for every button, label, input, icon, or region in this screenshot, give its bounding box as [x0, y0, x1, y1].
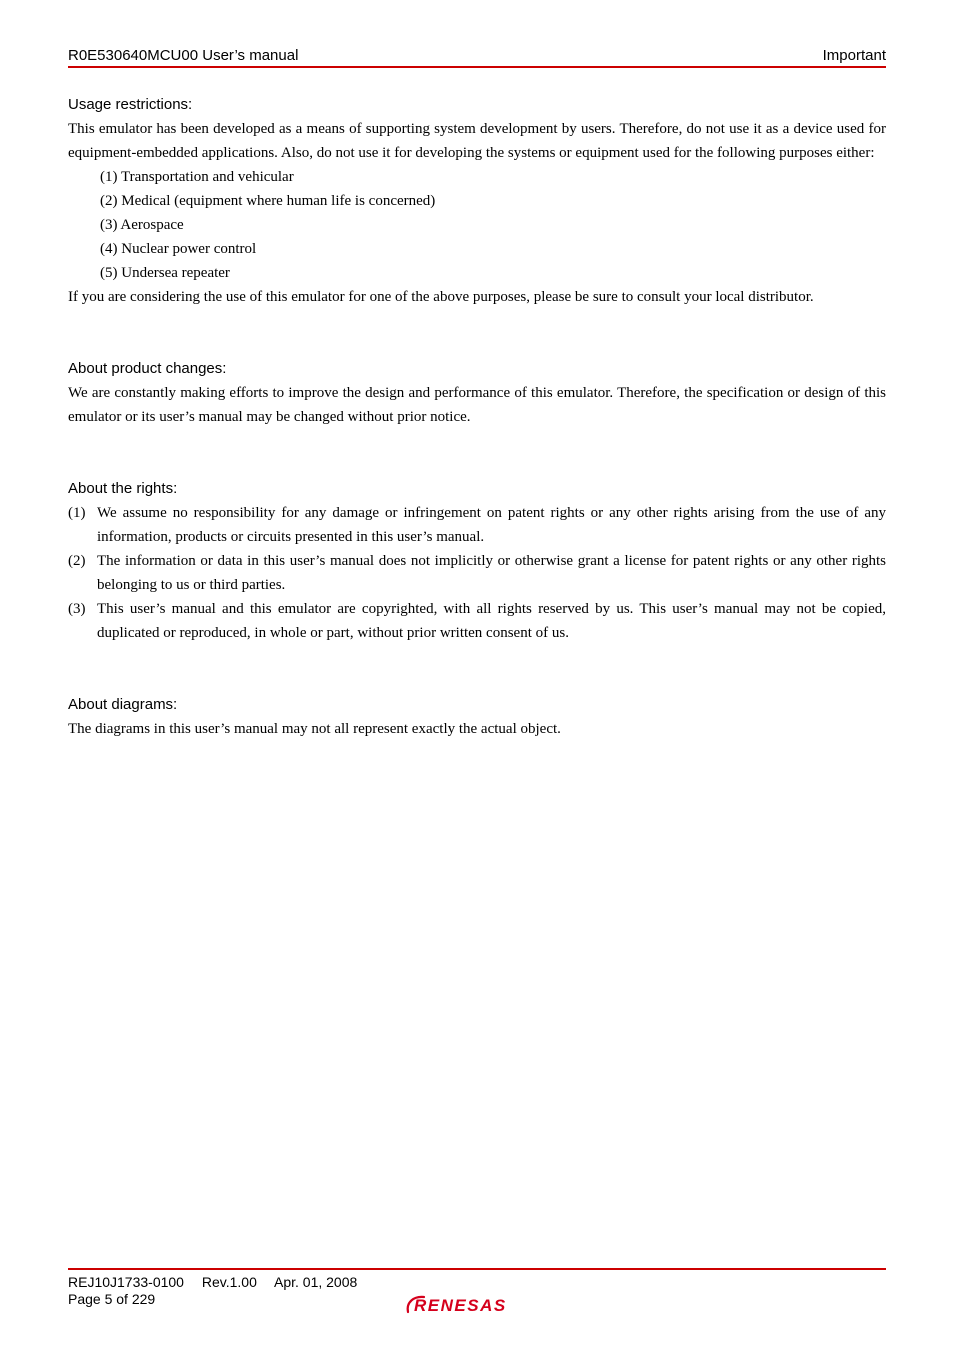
- section-spacer: [68, 645, 886, 693]
- header-section-title: Important: [822, 47, 886, 64]
- page-header: [68, 47, 886, 67]
- list-item: (1) Transportation and vehicular: [100, 169, 294, 185]
- usage-restrictions-section: [68, 93, 886, 309]
- usage-restrictions-closing: If you are considering the use of this emulator for one of the above purposes, please be sure to consult your local distributor.: [68, 289, 814, 305]
- section-spacer: [68, 309, 886, 357]
- logo-wordmark: RENESAS: [414, 1296, 507, 1315]
- diagrams-section: [68, 693, 886, 741]
- product-changes-heading: About product changes:: [68, 360, 227, 377]
- list-item-text: This user’s manual and this emulator are copyrighted, with all rights reserved by us. This user’s manual may not be copied, duplicated or reproduced, in whole or part, without prior written consent of us.: [97, 601, 886, 641]
- rights-list: [68, 501, 886, 645]
- footer-rule: [68, 1268, 886, 1270]
- footer-revision: Rev.1.00: [201, 1274, 257, 1290]
- rights-heading: About the rights:: [68, 480, 178, 497]
- footer-date: Apr. 01, 2008: [274, 1274, 358, 1290]
- product-changes-text: We are constantly making efforts to improve the design and performance of this emulator. Therefore, the specification or design of this emulator or its user’s manual may be changed without prior notice.: [68, 385, 886, 425]
- header-rule: [68, 66, 886, 68]
- list-item-number: (3): [68, 601, 86, 617]
- footer-doc-info: [68, 1274, 886, 1291]
- footer-doc-number: REJ10J1733-0100: [68, 1274, 184, 1290]
- rights-section: [68, 477, 886, 645]
- list-item: (3) Aerospace: [100, 217, 184, 233]
- list-item: (5) Undersea repeater: [100, 265, 230, 281]
- page-body: [68, 93, 886, 741]
- list-item: (4) Nuclear power control: [100, 241, 257, 257]
- list-item: [68, 597, 886, 645]
- header-doc-title: R0E530640MCU00 User’s manual: [68, 47, 299, 64]
- list-item: [68, 549, 886, 597]
- list-item-text: We assume no responsibility for any damage or infringement on patent rights or any other rights arising from the use of any information, products or circuits presented in this user’s manual.: [97, 505, 886, 545]
- usage-restrictions-heading: Usage restrictions:: [68, 96, 193, 113]
- list-item-number: (2): [68, 553, 86, 569]
- list-item-text: The information or data in this user’s manual does not implicitly or otherwise grant a license for patent rights or any other rights belonging to us or third parties.: [97, 553, 886, 593]
- footer-page-number: Page 5 of 229: [68, 1291, 156, 1307]
- restricted-purposes-list: [68, 165, 886, 285]
- list-item: [68, 501, 886, 549]
- renesas-logo: [404, 1292, 552, 1318]
- product-changes-section: [68, 357, 886, 429]
- diagrams-heading: About diagrams:: [68, 696, 178, 713]
- list-item: (2) Medical (equipment where human life is concerned): [100, 193, 436, 209]
- diagrams-text: The diagrams in this user’s manual may not all represent exactly the actual object.: [68, 721, 561, 737]
- section-spacer: [68, 429, 886, 477]
- list-item-number: (1): [68, 505, 86, 521]
- usage-restrictions-intro: This emulator has been developed as a means of supporting system development by users. Therefore, do not use it as a device used for equipment-embedded applications. Also, do not use it for developing the systems or equipment used for the following purposes either:: [68, 121, 886, 161]
